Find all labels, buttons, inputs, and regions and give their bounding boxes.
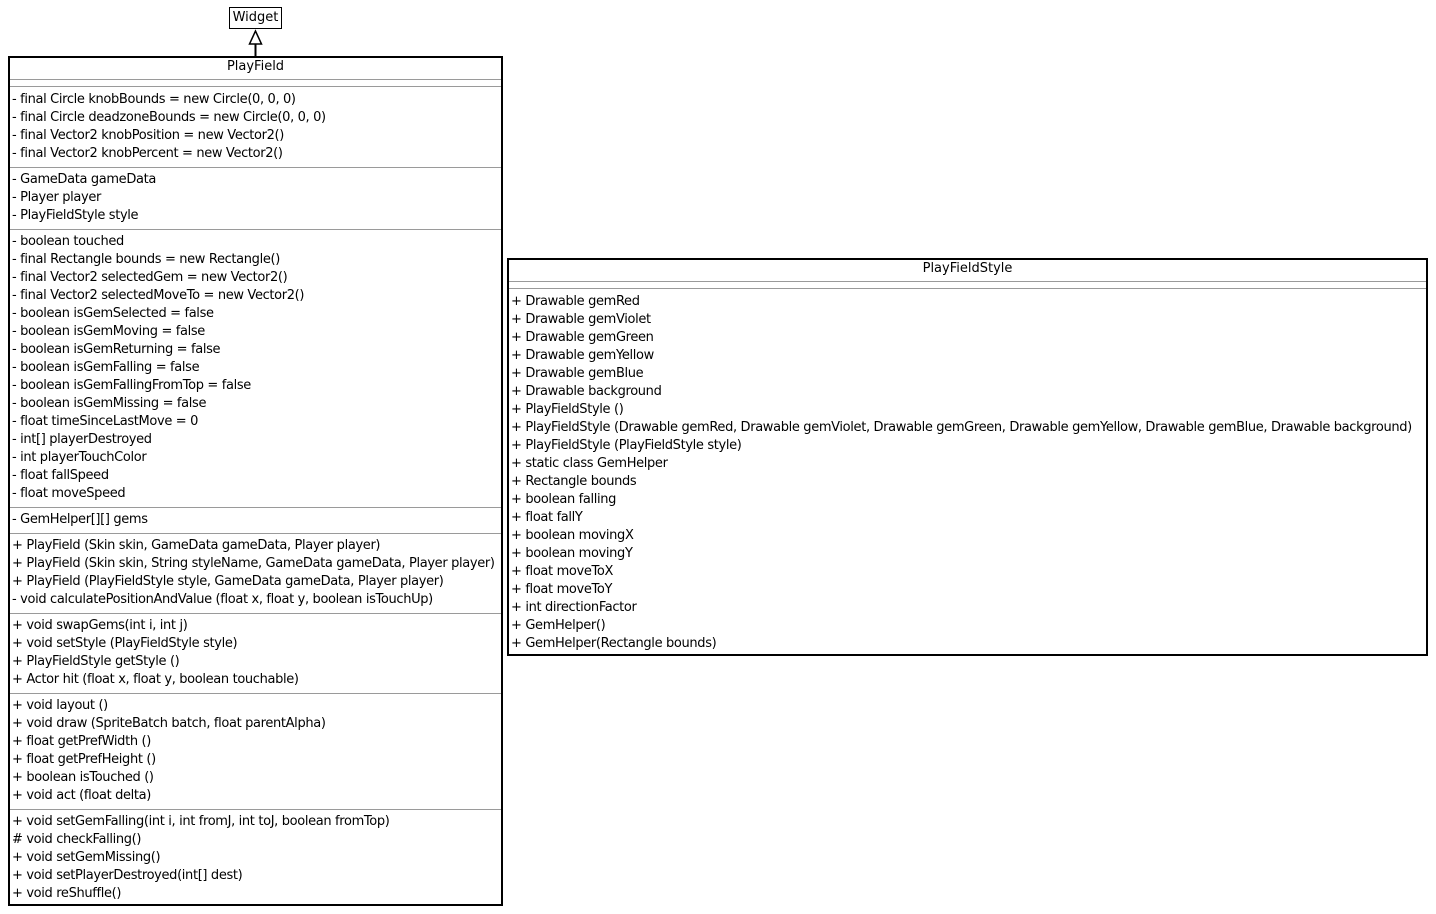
playfield-member-line: + void setGemMissing(): [12, 850, 161, 865]
playfield-member-line: - final Circle knobBounds = new Circle(0, 0, 0): [12, 92, 296, 107]
playfield-member-line: - boolean isGemFalling = false: [12, 360, 200, 375]
playfield-member-line: - void calculatePositionAndValue (float x, float y, boolean isTouchUp): [12, 592, 433, 607]
playfield-member-line: - int playerTouchColor: [12, 450, 147, 465]
playfieldstyle-member-line: + Drawable gemYellow: [511, 348, 654, 363]
playfield-member-line: - float timeSinceLastMove = 0: [12, 414, 198, 429]
playfield-member-line: + void layout (): [12, 698, 108, 713]
playfield-member-line: - Player player: [12, 190, 102, 205]
playfield-member-line: + PlayField (Skin skin, String styleName, GameData gameData, Player player): [12, 556, 495, 571]
playfield-member-line: - final Rectangle bounds = new Rectangle(): [12, 252, 280, 267]
playfield-member-line: - final Vector2 knobPosition = new Vector2(): [12, 128, 284, 143]
playfield-member-line: - boolean touched: [12, 234, 124, 249]
playfield-member-line: + void reShuffle(): [12, 886, 122, 901]
playfield-member-section: [10, 87, 501, 167]
playfieldstyle-member-line: + int directionFactor: [511, 600, 637, 615]
playfield-member-line: - PlayFieldStyle style: [12, 208, 139, 223]
playfield-class-name: PlayField: [226, 59, 285, 74]
playfield-member-line: + PlayField (Skin skin, GameData gameData, Player player): [12, 538, 381, 553]
playfieldstyle-member-line: + Drawable gemRed: [511, 294, 640, 309]
playfield-class-box: [8, 56, 503, 906]
playfieldstyle-members: [509, 289, 1426, 657]
playfieldstyle-member-line: + Drawable gemGreen: [511, 330, 654, 345]
playfield-members: [10, 87, 501, 907]
playfield-member-line: - final Circle deadzoneBounds = new Circle(0, 0, 0): [12, 110, 326, 125]
playfield-member-line: + void setStyle (PlayFieldStyle style): [12, 636, 238, 651]
playfield-member-line: + void swapGems(int i, int j): [12, 618, 188, 633]
playfieldstyle-member-line: + GemHelper(): [511, 618, 606, 633]
playfield-member-section: [10, 534, 501, 613]
playfield-member-line: # void checkFalling(): [12, 832, 142, 847]
playfield-name-separator: [10, 79, 501, 80]
widget-class-box: [229, 7, 282, 29]
playfield-member-line: + void setPlayerDestroyed(int[] dest): [12, 868, 243, 883]
playfield-member-line: - boolean isGemSelected = false: [12, 306, 214, 321]
playfield-member-line: - boolean isGemMoving = false: [12, 324, 205, 339]
playfieldstyle-member-line: + PlayFieldStyle (Drawable gemRed, Drawable gemViolet, Drawable gemGreen, Drawable gemYellow, Drawable gemBlue, Drawable background): [511, 420, 1412, 435]
playfield-member-line: + float getPrefWidth (): [12, 734, 151, 749]
playfield-member-section: [10, 614, 501, 693]
playfieldstyle-member-line: + Rectangle bounds: [511, 474, 637, 489]
playfieldstyle-member-section: [509, 289, 1426, 657]
playfield-member-line: + Actor hit (float x, float y, boolean touchable): [12, 672, 299, 687]
playfield-member-line: + void act (float delta): [12, 788, 152, 803]
playfieldstyle-member-line: + boolean movingY: [511, 546, 633, 561]
playfield-member-line: + PlayField (PlayFieldStyle style, GameData gameData, Player player): [12, 574, 444, 589]
playfieldstyle-member-line: + float moveToY: [511, 582, 613, 597]
playfield-member-line: + void setGemFalling(int i, int fromJ, int toJ, boolean fromTop): [12, 814, 390, 829]
playfield-member-section: [10, 694, 501, 809]
playfield-member-line: - final Vector2 knobPercent = new Vector2(): [12, 146, 283, 161]
playfieldstyle-member-line: + Drawable gemBlue: [511, 366, 644, 381]
playfield-member-line: + float getPrefHeight (): [12, 752, 156, 767]
playfield-member-line: - GemHelper[][] gems: [12, 512, 148, 527]
playfield-member-line: - int[] playerDestroyed: [12, 432, 152, 447]
playfieldstyle-member-line: + Drawable background: [511, 384, 662, 399]
playfieldstyle-member-line: + boolean movingX: [511, 528, 634, 543]
playfield-member-line: - GameData gameData: [12, 172, 156, 187]
playfield-member-line: - boolean isGemMissing = false: [12, 396, 207, 411]
playfieldstyle-member-line: + PlayFieldStyle (): [511, 402, 624, 417]
playfield-member-section: [10, 508, 501, 533]
playfieldstyle-member-line: + static class GemHelper: [511, 456, 668, 471]
playfield-member-line: - final Vector2 selectedMoveTo = new Vector2(): [12, 288, 305, 303]
playfield-member-line: + PlayFieldStyle getStyle (): [12, 654, 180, 669]
playfield-member-line: + boolean isTouched (): [12, 770, 154, 785]
playfield-member-line: - boolean isGemReturning = false: [12, 342, 221, 357]
playfieldstyle-member-line: + PlayFieldStyle (PlayFieldStyle style): [511, 438, 742, 453]
playfieldstyle-member-line: + GemHelper(Rectangle bounds): [511, 636, 717, 651]
playfield-member-line: - float fallSpeed: [12, 468, 109, 483]
playfieldstyle-class-name: PlayFieldStyle: [922, 261, 1013, 276]
widget-class-name: Widget: [232, 10, 279, 25]
playfieldstyle-member-line: + float fallY: [511, 510, 583, 525]
playfield-member-section: [10, 230, 501, 507]
playfieldstyle-class-box: [507, 258, 1428, 656]
playfield-member-line: - float moveSpeed: [12, 486, 126, 501]
playfieldstyle-name-separator: [509, 281, 1426, 282]
inheritance-arrowhead: [250, 31, 262, 44]
playfield-member-line: - final Vector2 selectedGem = new Vector2(): [12, 270, 288, 285]
playfieldstyle-member-line: + boolean falling: [511, 492, 617, 507]
playfield-member-section: [10, 168, 501, 229]
playfield-member-line: - boolean isGemFallingFromTop = false: [12, 378, 251, 393]
playfieldstyle-member-line: + Drawable gemViolet: [511, 312, 651, 327]
playfieldstyle-member-line: + float moveToX: [511, 564, 614, 579]
playfield-member-line: + void draw (SpriteBatch batch, float parentAlpha): [12, 716, 326, 731]
playfield-member-section: [10, 810, 501, 907]
